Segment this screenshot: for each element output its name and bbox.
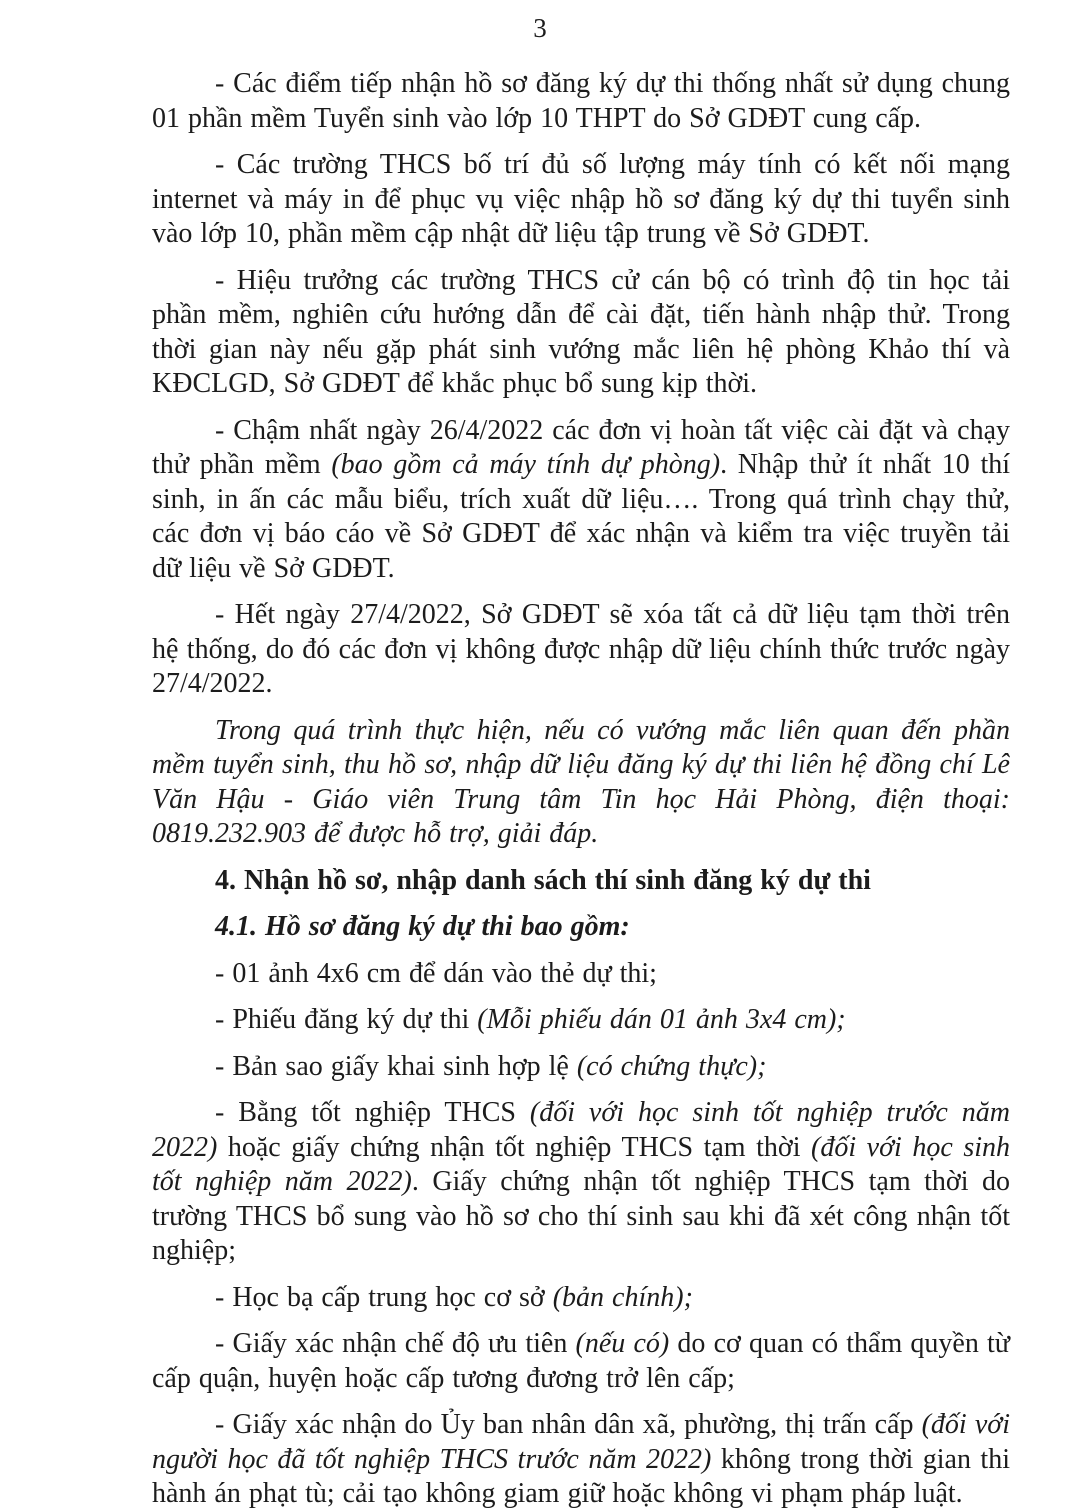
- text-run: (bao gồm cả máy tính dự phòng): [331, 449, 721, 480]
- text-run: - Các trường THCS bố trí đủ số lượng máy tính có kết nối mạng internet và máy in để phục vụ việc nhập hồ sơ đăng ký dự thi tuyển sinh vào lớp 10, phần mềm cập nhật dữ liệu tập trung về Sở GDĐT.: [152, 149, 1018, 249]
- text-run: (đối với học sinh tốt nghiệp năm 2022): [152, 1131, 1018, 1197]
- text-run: (đối với học sinh tốt nghiệp trước năm 2022): [152, 1097, 1018, 1163]
- text-run: - 01 ảnh 4x6 cm để dán vào thẻ dự thi;: [215, 957, 657, 989]
- text-run: do cơ quan có thẩm quyền từ cấp quận, huyện hoặc cấp tương đương trở lên cấp;: [152, 1328, 1018, 1394]
- item-birth-certificate: [152, 1050, 1010, 1085]
- para-reception-points: [152, 67, 1018, 136]
- page-number: 3: [533, 13, 547, 43]
- text-run: . Giấy chứng nhận tốt nghiệp THCS tạm thời do trường THCS bổ sung vào hồ sơ cho thí sinh sau khi đã xét công nhận tốt nghiệp;: [152, 1166, 1018, 1266]
- text-run: không trong thời gian thi hành án phạt tù; cải tạo không giam giữ hoặc không vi phạm pháp luật.: [152, 1443, 1018, 1509]
- text-run: (đối với người học đã tốt nghiệp THCS trước năm 2022): [152, 1409, 1018, 1475]
- text-run: - Học bạ cấp trung học cơ sở: [215, 1281, 553, 1313]
- text-run: - Phiếu đăng ký dự thi: [215, 1004, 478, 1035]
- text-run: - Bằng tốt nghiệp THCS: [215, 1097, 530, 1128]
- item-registration-form: [152, 1003, 1010, 1038]
- para-deadline-26-4-2022: [152, 414, 1018, 587]
- item-school-record: [152, 1281, 1010, 1316]
- heading-section-4-1: [152, 910, 1010, 945]
- text-run: - Chậm nhất ngày 26/4/2022 các đơn vị hoàn tất việc cài đặt và chạy thử phần mềm: [152, 414, 1018, 480]
- text-run: (có chứng thực);: [576, 1050, 767, 1082]
- text-run: Trong quá trình thực hiện, nếu có vướng mắc liên quan đến phần mềm tuyển sinh, thu hồ sơ, nhập dữ liệu đăng ký dự thi liên hệ đồng chí Lê Văn Hậu - Giáo viên Trung tâm Tin học Hải Phòng, điện thoại: 0819.232.903 để được hỗ trợ, giải đáp.: [152, 714, 1018, 849]
- text-run: - Các điểm tiếp nhận hồ sơ đăng ký dự thi thống nhất sử dụng chung 01 phần mềm Tuyển sinh vào lớp 10 THPT do Sở GDĐT cung cấp.: [152, 68, 1018, 134]
- para-principal-staff: [152, 264, 1018, 402]
- item-conduct-certificate: [152, 1408, 1018, 1512]
- para-deadline-27-4-2022: [152, 598, 1018, 702]
- text-run: hoặc giấy chứng nhận tốt nghiệp THCS tạm thời: [217, 1131, 812, 1163]
- para-support-contact: [152, 714, 1018, 852]
- para-thcs-computers: [152, 148, 1018, 252]
- document-body: [152, 67, 1018, 1512]
- text-run: - Bản sao giấy khai sinh hợp lệ: [215, 1050, 577, 1082]
- item-photo-4x6: [152, 957, 1010, 992]
- item-priority-certificate: [152, 1327, 1018, 1396]
- text-run: (bản chính);: [552, 1281, 693, 1313]
- text-run: - Giấy xác nhận chế độ ưu tiên: [215, 1328, 576, 1359]
- text-run: - Giấy xác nhận do Ủy ban nhân dân xã, phường, thị trấn cấp: [215, 1409, 922, 1440]
- text-run: (nếu có): [575, 1328, 670, 1359]
- text-run: - Hiệu trưởng các trường THCS cử cán bộ có trình độ tin học tải phần mềm, nghiên cứu hướng dẫn để cài đặt, tiến hành nhập thử. Trong thời gian này nếu gặp phát sinh vướng mắc liên hệ phòng Khảo thí và KĐCLGD, Sở GDĐT để khắc phục bổ sung kịp thời.: [152, 264, 1018, 399]
- heading-section-4: [152, 864, 1010, 899]
- text-run: 4. Nhận hồ sơ, nhập danh sách thí sinh đăng ký dự thi: [215, 864, 871, 896]
- text-run: 4.1. Hồ sơ đăng ký dự thi bao gồm:: [215, 911, 630, 942]
- item-graduation-certificate: [152, 1096, 1018, 1269]
- text-run: . Nhập thử ít nhất 10 thí sinh, in ấn các mẫu biểu, trích xuất dữ liệu…. Trong quá trình chạy thử, các đơn vị báo cáo về Sở GDĐT để xác nhận và kiểm tra việc truyền tải dữ liệu về Sở GDĐT.: [152, 449, 1018, 584]
- text-run: (Mỗi phiếu dán 01 ảnh 3x4 cm);: [477, 1004, 846, 1035]
- text-run: - Hết ngày 27/4/2022, Sở GDĐT sẽ xóa tất cả dữ liệu tạm thời trên hệ thống, do đó các đơn vị không được nhập dữ liệu chính thức trước ngày 27/4/2022.: [152, 599, 1018, 699]
